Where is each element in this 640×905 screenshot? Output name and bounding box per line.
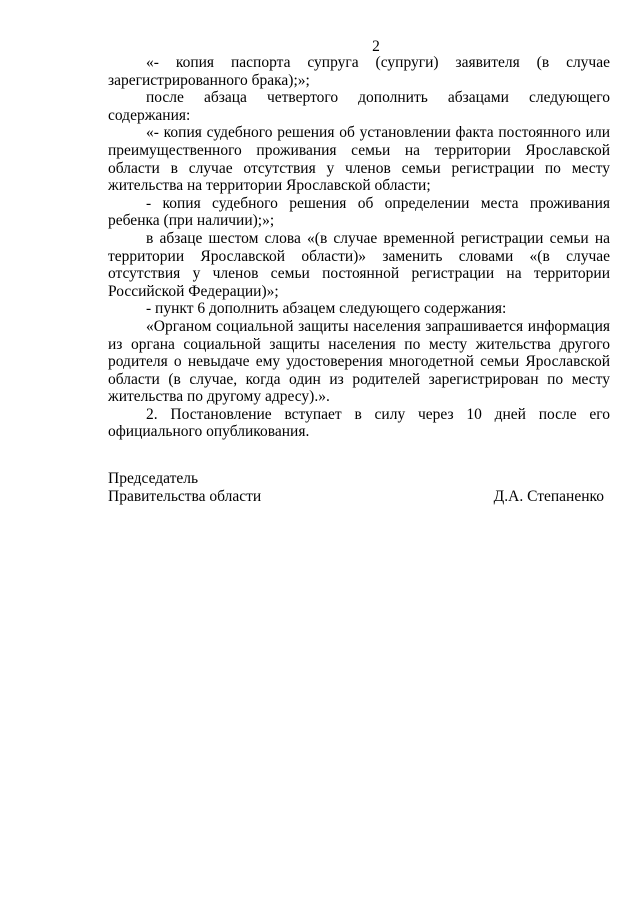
signatory-title-line1: Председатель bbox=[108, 470, 199, 487]
signatory-name: Д.А. Степаненко bbox=[493, 488, 604, 505]
document-body bbox=[108, 54, 610, 441]
paragraph-effective-date: 2. Постановление вступает в силу через 10 дней после его официального опубликования. bbox=[108, 405, 610, 441]
paragraph-court-decision-residence: «- копия судебного решения об установлении факта постоянного или преимущественного проживания семьи на территории Ярославской области в случае отсутствия у членов семьи регистрации по месту жительства на территории Ярославской области; bbox=[108, 124, 610, 195]
paragraph-social-protection: «Органом социальной защиты населения запрашивается информация из органа социальной защиты населения по месту жительства другого родителя о невыдаче ему удостоверения многодетной семьи Ярославской области (в случае, когда один из родителей зарегистрирован по месту жительства по другому адресу).». bbox=[108, 317, 610, 406]
page-number: 2 bbox=[372, 38, 380, 55]
paragraph-point-six: - пункт 6 дополнить абзацем следующего содержания: bbox=[146, 300, 507, 318]
paragraph-court-decision-child: - копия судебного решения об определении места проживания ребенка (при наличии);»; bbox=[108, 194, 610, 230]
paragraph-sixth-replace: в абзаце шестом слова «(в случае временной регистрации семьи на территории Ярославской области)» заменить словами «(в случае отсутствия у членов семьи постоянной регистрации на территории Российской Федерации)»; bbox=[108, 229, 610, 300]
signatory-title-line2: Правительства области bbox=[108, 488, 262, 505]
paragraph-passport-copy: «- копия паспорта супруга (супруги) заявителя (в случае зарегистрированного брака);»; bbox=[108, 54, 610, 89]
signature-block bbox=[108, 470, 610, 506]
paragraph-after-fourth: после абзаца четвертого дополнить абзацами следующего содержания: bbox=[108, 89, 610, 124]
signature-row bbox=[108, 488, 610, 506]
